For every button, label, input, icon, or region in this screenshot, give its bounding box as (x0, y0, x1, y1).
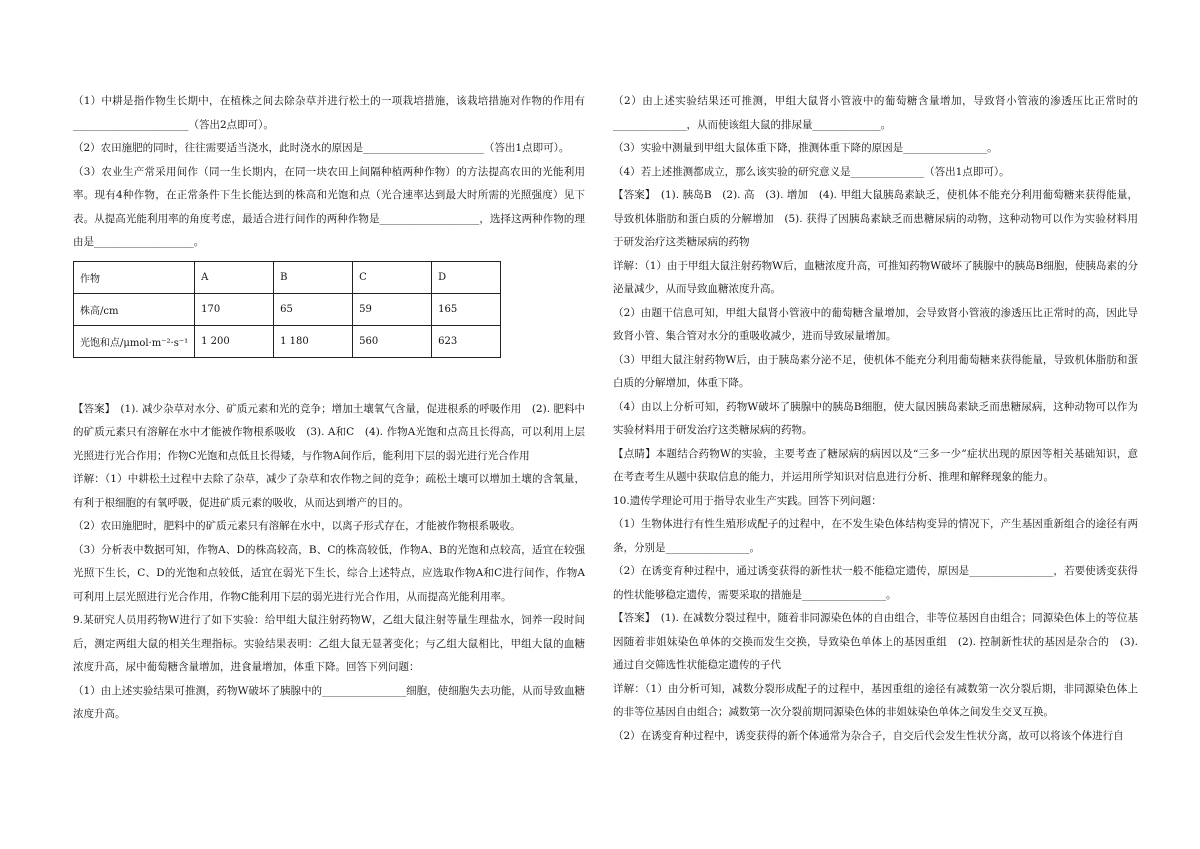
explanation-8-2: （2）农田施肥时，肥料中的矿质元素只有溶解在水中，以离子形式存在，才能被作物根系吸收。 (73, 520, 521, 532)
question-8-part-2: （2）农田施肥的同时，往往需要适当浇水，此时浇水的原因是_______________________（答出1点即可）。 (73, 142, 570, 154)
table-cell: 165 (432, 293, 501, 325)
table-header-row (74, 261, 501, 293)
explanation-9-4: （4）由以上分析可知，药物W破坏了胰腺中的胰岛B细胞，使大鼠因胰岛素缺乏而患糖尿病，这种动物可以作为实验材料用于研发治疗这类糖尿病的药物。 (613, 400, 1138, 436)
explanation-8-1: 详解：（1）中耕松土过程中去除了杂草，减少了杂草和农作物之间的竞争；疏松土壤可以增加土壤的含氧量，有利于根细胞的有氧呼吸，促进矿质元素的吸收，从而达到增产的目的。 (73, 473, 585, 509)
spacer (73, 358, 585, 398)
left-column (73, 90, 585, 727)
right-column (613, 90, 1138, 748)
explanation-9-2: （2）由题干信息可知，甲组大鼠肾小管液中的葡萄糖含量增加，会导致肾小管液的渗透压比正常时的高，因此导致肾小管、集合管对水分的重吸收减少，进而导致尿量增加。 (613, 306, 1138, 342)
comment-9: 【点睛】本题结合药物W的实验，主要考查了糖尿病的病因以及“三多一少”症状出现的原因等相关基础知识，意在考查考生从题中获取信息的能力，并运用所学知识对信息进行分析、推理和解释现象的能力。 (613, 447, 1138, 483)
table-cell: 170 (195, 293, 274, 325)
table-row (74, 293, 501, 325)
explanation-10-2: （2）在诱变育种过程中，诱变获得的新个体通常为杂合子，自交后代会发生性状分离，故可以将该个体进行自 (613, 729, 1124, 742)
table-row (74, 325, 501, 357)
table-cell: 光饱和点/μmol·m⁻²·s⁻¹ (74, 325, 195, 357)
table-cell: 59 (353, 293, 432, 325)
explanation-10-1: 详解：（1）由分析可知，减数分裂形成配子的过程中，基因重组的途径有减数第一次分裂后期，非同源染色体上的非等位基因自由组合；减数第一次分裂前期同源染色体的非姐妹染色单体之间发生交叉互换。 (613, 682, 1138, 718)
question-9-part-1: （1）由上述实验结果可推测，药物W破坏了胰腺中的________________细胞，使细胞失去功能，从而导致血糖浓度升高。 (73, 684, 585, 720)
table-cell: 株高/cm (74, 293, 195, 325)
question-10: 10.遗传学理论可用于指导农业生产实践。回答下列问题： (613, 494, 882, 507)
explanation-8-3: （3）分析表中数据可知，作物A、D的株高较高，B、C的株高较低，作物A、B的光饱和点较高，适宜在较强光照下生长，C、D的光饱和点较低，适宜在弱光下生长，综合上述特点，应选取作物A和C进行间作，作物A可利用上层光照进行光合作用，作物C能利用下层的弱光进行光合作用，从而提高光能利用率。 (73, 543, 585, 603)
question-10-part-1: （1）生物体进行有性生殖形成配子的过程中，在不发生染色体结构变异的情况下，产生基因重新组合的途径有两条，分别是________________。 (613, 518, 1138, 554)
crop-data-table (73, 261, 501, 358)
table-cell: A (195, 261, 274, 293)
question-9: 9.某研究人员用药物W进行了如下实验：给甲组大鼠注射药物W，乙组大鼠注射等量生理盐水，饲养一段时间后，测定两组大鼠的相关生理指标。实验结果表明：乙组大鼠无显著变化；与乙组大鼠相比，甲组大鼠的血糖浓度升高，尿中葡萄糖含量增加，进食量增加，体重下降。回答下列问题： (73, 614, 585, 673)
question-9-part-4: （4）若上述推测都成立，那么该实验的研究意义是______________（答出1点即可）。 (613, 165, 1010, 178)
table-cell: 65 (274, 293, 353, 325)
table-cell: D (432, 261, 501, 293)
table-cell: 560 (353, 325, 432, 357)
table-cell: B (274, 261, 353, 293)
table-cell: 623 (432, 325, 501, 357)
table-cell: C (353, 261, 432, 293)
answer-9: 【答案】 (1). 胰岛B (2). 高 (3). 增加 (4). 甲组大鼠胰岛素缺乏，使机体不能充分利用葡萄糖来获得能量，导致机体脂肪和蛋白质的分解增加 (5). 获得了因胰岛素缺乏而患糖尿病的动物，这种动物可以作为实验材料用于研发治疗这类糖尿病的药物 (613, 189, 1138, 248)
table-cell: 作物 (74, 261, 195, 293)
question-9-part-3: （3）实验中测量到甲组大鼠体重下降，推测体重下降的原因是________________。 (613, 142, 998, 154)
answer-8: 【答案】 (1). 减少杂草对水分、矿质元素和光的竞争；增加土壤氧气含量，促进根系的呼吸作用 (2). 肥料中的矿质元素只有溶解在水中才能被作物根系吸收 (3). A和C (4). 作物A光饱和点高且长得高，可以利用上层光照进行光合作用；作物C光饱和点低且长得矮，与作物A间作后，能利用下层的弱光进行光合作用 (73, 402, 585, 462)
table-cell: 1 200 (195, 325, 274, 357)
question-9-part-2: （2）由上述实验结果还可推测，甲组大鼠肾小管液中的葡萄糖含量增加，导致肾小管液的渗透压比正常时的______________，从而使该组大鼠的排尿量_____________。 (613, 95, 1138, 131)
answer-10: 【答案】 (1). 在减数分裂过程中，随着非同源染色体的自由组合，非等位基因自由组合；同源染色体上的等位基因随着非姐妹染色单体的交换而发生交换，导致染色单体上的基因重组 (2). 控制新性状的基因是杂合的 (3). 通过自交筛选性状能稳定遗传的子代 (613, 612, 1138, 671)
table-cell: 1 180 (274, 325, 353, 357)
question-10-part-2: （2）在诱变育种过程中，通过诱变获得的新性状一般不能稳定遗传，原因是________________，若要使诱变获得的性状能够稳定遗传，需要采取的措施是________________。 (613, 565, 1138, 601)
question-8-part-3: （3）农业生产常采用间作（同一生长期内，在同一块农田上间隔种植两种作物）的方法提高农田的光能利用率。现有4种作物，在正常条件下生长能达到的株高和光饱和点（光合速率达到最大时所需的光照强度）见下表。从提高光能利用率的角度考虑，最适合进行间作的两种作物是___________________，选择这两种作物的理由是___________________。 (73, 165, 585, 248)
explanation-9-1: 详解：（1）由于甲组大鼠注射药物W后，血糖浓度升高，可推知药物W破坏了胰腺中的胰岛B细胞，使胰岛素的分泌量减少，从而导致血糖浓度升高。 (613, 259, 1138, 295)
question-8-part-1: （1）中耕是指作物生长期中，在植株之间去除杂草并进行松土的一项栽培措施，该栽培措施对作物的作用有______________________（答出2点即可）。 (73, 95, 585, 131)
explanation-9-3: （3）甲组大鼠注射药物W后，由于胰岛素分泌不足，使机体不能充分利用葡萄糖来获得能量，导致机体脂肪和蛋白质的分解增加，体重下降。 (613, 353, 1138, 389)
